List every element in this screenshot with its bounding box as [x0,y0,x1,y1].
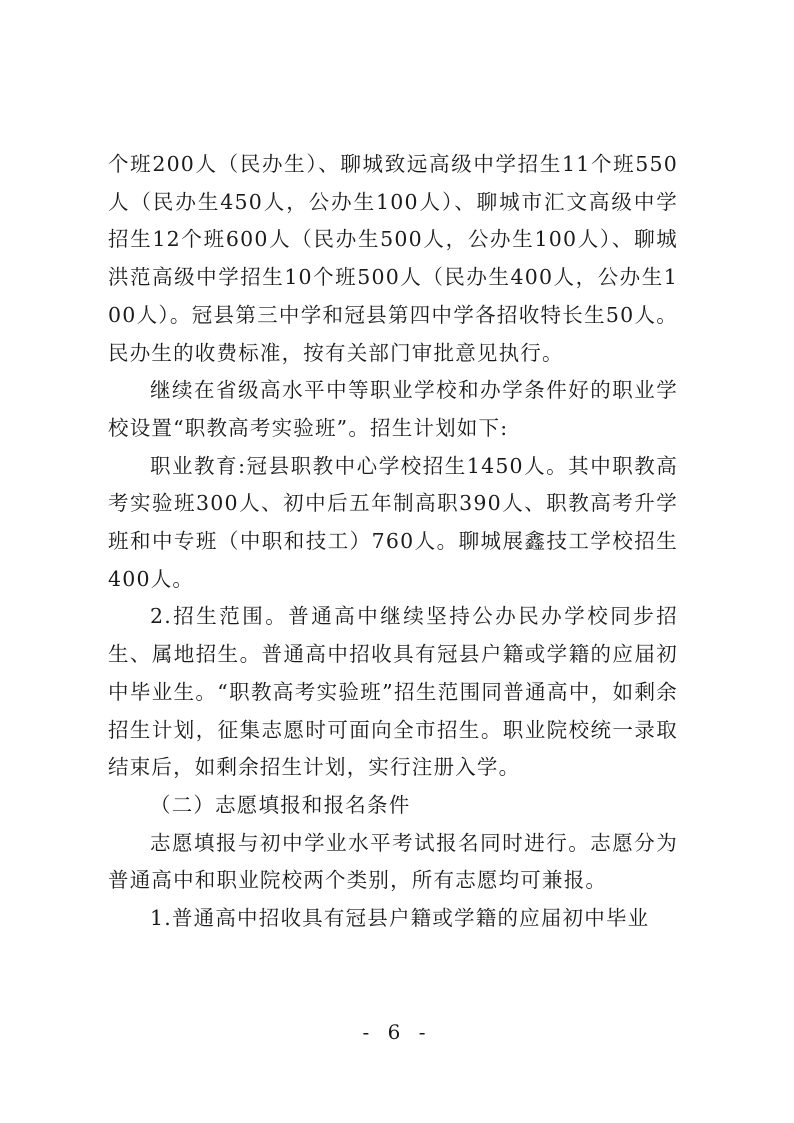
paragraph-vocational-education: 职业教育:冠县职教中心学校招生1450人。其中职教高考实验班300人、初中后五年制高职390人、职教高考升学班和中专班（中职和技工）760人。聊城展鑫技工学校招生400人。 [108,453,678,591]
section-heading-application: （二）志愿填报和报名条件 [150,792,411,817]
paragraph-enrollment-scope: 2.招生范围。普通高中继续坚持公办民办学校同步招生、属地招生。普通高中招收具有冠县户籍或学籍的应届初中毕业生。“职教高考实验班”招生范围同普通高中，如剩余招生计划，征集志愿时可面向全市招生。职业院校统一录取结束后，如剩余招生计划，实行注册入学。 [108,604,678,780]
paragraph-enrollment-plan-continued: 个班200人（民办生）、聊城致远高级中学招生11个班550人（民办生450人，公办生100人）、聊城市汇文高级中学招生12个班600人（民办生500人，公办生100人）、聊城洪范高级中学招生10个班500人（民办生400人，公办生100人）。冠县第三中学和冠县第四中学各招收特长生50人。民办生的收费标准，按有关部门审批意见执行。 [108,152,678,365]
document-body [108,146,678,938]
paragraph-application-filling: 志愿填报与初中学业水平考试报名同时进行。志愿分为普通高中和职业院校两个类别，所有志愿均可兼报。 [108,830,678,893]
page-number: - 6 - [362,1020,432,1044]
paragraph-vocational-exam-class: 继续在省级高水平中等职业学校和办学条件好的职业学校设置“职教高考实验班”。招生计划如下: [108,378,678,440]
paragraph-high-school-admission: 1.普通高中招收具有冠县户籍或学籍的应届初中毕业 [150,906,650,931]
